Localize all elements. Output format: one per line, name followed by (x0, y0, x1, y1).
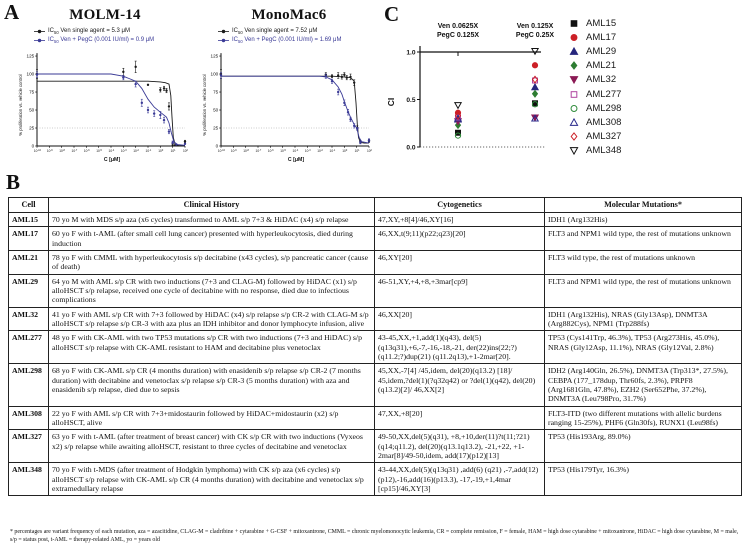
data-point (171, 141, 173, 143)
clinical-history: 64 yo M with AML s/p CR with two inductions (7+3 and CLAG-M) followed by HiDAC (x1) s/p alloHSCT s/p relapse, received one cycle of decitabine with no response, died due to infectious complications (49, 274, 375, 307)
x-tick-label: $10^{-6}$ (267, 148, 274, 154)
triangle-up-marker-icon (570, 119, 577, 125)
data-point (368, 139, 370, 141)
group2-label-line1: Ven 0.125X (516, 23, 554, 30)
data-point (153, 112, 155, 114)
data-point (220, 74, 222, 76)
molecular-mutations: FLT3 and NPM1 wild type, the rest of mutations unknown (545, 274, 742, 307)
triangle-down-marker-icon (570, 77, 577, 83)
y-tick-label: 0 (31, 143, 35, 149)
data-point (353, 81, 355, 83)
clinical-history: 60 yo F with t-AML (after small cell lung cancer) presented with hyperleukocytosis, died during induction (49, 227, 375, 251)
x-tick-label: $10^0$ (158, 148, 164, 154)
legend-marker-icon (568, 103, 580, 114)
cell-id: AML348 (9, 463, 49, 496)
molm14-title: MOLM-14 (69, 7, 141, 23)
legend-marker-icon (568, 145, 580, 156)
clinical-history: 48 yo F with CK-AML with two TP53 mutations s/p CR with two inductions (7+3 and HiDAC) s/p alloHSCT s/p relapse with CK-AML resistant to HAM and decitabine plus venetoclax (49, 331, 375, 364)
y-tick-label: 125 (26, 53, 35, 59)
x-tick-label: $10^0$ (342, 148, 348, 154)
clinical-history: 41 yo F with AML s/p CR with 7+3 followed by HiDAC (x4) s/p relapse s/p CR-2 with CLAG-M s/p alloHSCT s/p relapse s/p CR-3 with aza plus an IDH inhibitor and donor lymphocyte infusion, alive (49, 307, 375, 331)
x-tick-label: $10^{-10}$ (217, 148, 225, 154)
cytogenetics: 49-50,XX,del(5)(q31), +8,+10,der(11)?t(11;?21)(q14;q11.2), del(20)(q13.1q13.2), -21,+22, +1-2mar[8]/49-50,idem, add(17)(p12)[13] (375, 430, 545, 463)
legend-item (34, 27, 194, 36)
legend-item (568, 101, 621, 115)
triangle-up-marker-icon (532, 84, 538, 90)
series-marker-icon (218, 28, 229, 35)
data-point (184, 143, 186, 145)
clinical-history: 70 yo M with MDS s/p aza (x6 cycles) transformed to AML s/p 7+3 & HiDAC (x4) s/p relapse (49, 212, 375, 226)
legend-item (568, 44, 621, 58)
cytogenetics: 47,XY,+8[4]/46,XY[16] (375, 212, 545, 226)
y-tick-label: 0.0 (406, 144, 416, 152)
x-tick-label: $10^{-8}$ (243, 148, 249, 154)
x-tick-label: $10^{-7}$ (71, 148, 78, 154)
clinical-history: 70 yo F with t-MDS (after treatment of Hodgkin lymphoma) with CK s/p aza (x6 cycles) s/p alloHSCT s/p relapse with CK-AML s/p CR (4 months duration) with decitabine and venetoclax s/p extramedullary relapse (49, 463, 375, 496)
x-tick-label: $10^{-5}$ (96, 148, 102, 154)
triangle-down-marker-icon (455, 103, 461, 109)
clinical-history: 68 yo F with CK-AML s/p CR (4 months duration) with enasidenib s/p relapse s/p CR-2 (7 months duration) with decitabine and venetoclax s/p relapse s/p CR-3 (5 months duration) with aza and enasidenib s/p relapse, died due to sepsis (49, 364, 375, 406)
triangle-down-marker-icon (570, 148, 577, 154)
y-tick-label: 125 (210, 53, 219, 59)
patient-table-body (9, 212, 742, 496)
data-point (134, 83, 136, 85)
ci-legend (568, 16, 621, 158)
y-tick-label: 0.5 (406, 96, 416, 104)
data-point (147, 84, 149, 86)
molecular-mutations: IDH1 (Arg132His), NRAS (Gly13Asp), DNMT3A (Arg882Cys), NPM1 (Trp288fs) (545, 307, 742, 331)
legend-marker-icon (568, 74, 580, 85)
patient-table (8, 197, 742, 496)
x-tick-label: $10^{-7}$ (255, 148, 262, 154)
header-cell: Cell (9, 198, 49, 213)
series-marker-icon (34, 37, 45, 44)
legend-item (34, 36, 194, 45)
data-point (163, 87, 165, 89)
y-tick-label: 25 (29, 125, 35, 131)
clinical-history: 63 yo F with t-AML (after treatment of breast cancer) with CK s/p CR with two inductions (Vyxeos x2) s/p relapse while awaiting alloHSCT, resistant to three cycles of decitabine and venetoclax (49, 430, 375, 463)
square-marker-icon (571, 91, 577, 97)
x-tick-label: $10^{-10}$ (33, 148, 41, 154)
y-tick-label: 100 (210, 71, 219, 77)
legend-label: AML17 (586, 31, 617, 43)
data-point (36, 74, 38, 76)
header-clinical-history: Clinical History (49, 198, 375, 213)
cell-id: AML298 (9, 364, 49, 406)
legend-label: $IC_{50}$ Ven single agent = 5.3 μM (48, 27, 131, 36)
x-tick-label: $10^{-4}$ (108, 148, 115, 154)
x-tick-label: $10^{-9}$ (46, 148, 53, 154)
x-tick-label: $10^{-1}$ (145, 148, 152, 154)
legend-label: $IC_{50}$ Ven + PegC (0.001 IU/ml) = 1.69 μM (232, 36, 342, 45)
molecular-mutations: TP53 (Cys141Trp, 46.3%), TP53 (Arg273His, 45.0%), NRAS (Gly12Asp, 11.1%), NRAS (Gly12Val, 2.8%) (545, 331, 742, 364)
clinical-history: 22 yo F with AML s/p CR with 7+3+midostaurin followed by HiDAC+midostaurin (x2) s/p alloHSCT, alive (49, 406, 375, 430)
cytogenetics: 46,XX[20] (375, 307, 545, 331)
x-tick-label: $10^{-3}$ (304, 148, 311, 154)
molm14-chart (16, 6, 194, 163)
legend-label: AML277 (586, 88, 622, 100)
table-row (9, 364, 742, 406)
x-tick-label: $10^{-1}$ (329, 148, 336, 154)
group1-label-line1: Ven 0.0625X (437, 23, 479, 30)
x-tick-label: $10^2$ (366, 148, 372, 154)
fit-curve (37, 74, 185, 145)
legend-label: $IC_{50}$ Ven single agent = 7.52 μM (232, 27, 318, 36)
legend-label: AML327 (586, 131, 622, 143)
x-tick-label: $10^{-4}$ (292, 148, 299, 154)
data-point (349, 76, 351, 78)
panel-b-label: B (6, 170, 21, 194)
monomac6-title: MonoMac6 (251, 7, 327, 23)
cell-id: AML277 (9, 331, 49, 364)
legend-label: AML15 (586, 17, 617, 29)
cell-id: AML29 (9, 274, 49, 307)
data-point (147, 109, 149, 111)
molm14-legend (34, 27, 194, 45)
legend-marker-icon (568, 131, 580, 142)
cytogenetics: 45,XX,-7[4] /45,idem, del(20)(q13.2) [18]/ 45,idem,?del(1)(?q32q42) or ?del(1)(q42), del(20)(q13.2)[2]/ 46,XX[2] (375, 364, 545, 406)
molecular-mutations: TP53 (His193Arg, 89.0%) (545, 430, 742, 463)
clinical-history: 78 yo F with CMML with hyperleukocytosis s/p decitabine (x43 cycles), s/p pancreatic cancer (cause of death) (49, 250, 375, 274)
legend-item (568, 87, 621, 101)
legend-label: AML348 (586, 145, 622, 157)
cytogenetics: 43-45,XX,+1,add(1)(q43), del(5) (q13q31),+6,-7,-16,-18,-21, der(22)ins(22;?) (q11.2;?)dup(21) (q11.2q13),+1-2mar[20]. (375, 331, 545, 364)
legend-label: AML308 (586, 116, 622, 128)
triangle-up-marker-icon (570, 48, 577, 54)
fit-curve (221, 76, 369, 143)
legend-marker-icon (568, 18, 580, 29)
y-tick-label: 1.0 (406, 49, 416, 57)
cytogenetics: 46-51,XY,+4,+8,+3mar[cp9] (375, 274, 545, 307)
molecular-mutations: FLT3 and NPM1 wild type, the rest of mutations unknown (545, 227, 742, 251)
table-row (9, 307, 742, 331)
y-tick-label: 75 (29, 89, 35, 95)
panel-c-label: C (384, 2, 400, 26)
data-point (325, 75, 327, 77)
legend-label: $IC_{50}$ Ven + PegC (0.001 IU/ml) = 0.9 μM (48, 36, 155, 45)
data-point (353, 125, 355, 127)
y-tick-label: 75 (213, 89, 219, 95)
legend-item (218, 36, 378, 45)
table-footnote: * percentages are variant frequency of each mutation, aza = azacitidine, CLAG-M = cladribine + cytarabine + G-CSF + mitoxantrone, CMML = chronic myelomonocytic leukemia, CR = complete remission, F = female, HAM = high dose cytarabine + mitoxantrone, HiDAC = high dose cytarabine, M = male, s/p = status post, t-AML = therapy-related AML, yo = years old (10, 529, 739, 543)
molecular-mutations: FLT3-ITD (two different mutations with allelic burdens ranging 15-25%), PHF6 (Gln30fs), RUNX1 (Leu98fs) (545, 406, 742, 430)
molecular-mutations: FLT3 wild type, the rest of mutations unknown (545, 250, 742, 274)
panel-a-label: A (4, 0, 20, 24)
header-molecular-mutations: Molecular Mutations* (545, 198, 742, 213)
table-row (9, 274, 742, 307)
y-tick-label: 50 (29, 107, 35, 113)
legend-item (218, 27, 378, 36)
diamond-marker-icon (533, 76, 538, 82)
diamond-marker-icon (571, 133, 577, 140)
y-tick-label: 25 (213, 125, 219, 131)
legend-item (568, 115, 621, 129)
table-row (9, 463, 742, 496)
x-tick-label: $10^{-2}$ (133, 148, 139, 154)
legend-item (568, 130, 621, 144)
table-row (9, 406, 742, 430)
data-point (168, 105, 170, 107)
x-axis-label: C [μM] (103, 157, 121, 163)
x-tick-label: $10^{-9}$ (230, 148, 237, 154)
ci-axis-label: CI (386, 97, 396, 107)
data-point (175, 143, 177, 145)
y-tick-label: 50 (213, 107, 219, 113)
y-tick-label: 0 (215, 143, 219, 149)
circle-marker-icon (571, 34, 577, 40)
circle-marker-icon (571, 105, 577, 111)
fit-curve (221, 76, 369, 143)
monomac6-plot (200, 45, 375, 163)
data-point (122, 71, 124, 73)
data-point (184, 140, 186, 142)
legend-label: AML21 (586, 60, 617, 72)
diamond-marker-icon (571, 62, 577, 69)
group2-label-line2: PegC 0.25X (515, 32, 555, 39)
legend-item (568, 144, 621, 158)
data-point (337, 91, 339, 93)
data-point (168, 130, 170, 132)
cytogenetics: 47,XX,+8[20] (375, 406, 545, 430)
legend-label: AML32 (586, 74, 617, 86)
legend-item (568, 59, 621, 73)
molecular-mutations: IDH2 (Arg140Gln, 26.5%), DNMT3A (Trp313*, 27.5%), CEBPA (177_178dup, Thr60fs, 2.3%), PRPF8 (Arg1681Gln, 47.8%), EZH2 (Ser652Phe, 37.2%), DNMT3A (Leu798Pro, 31.7%) (545, 364, 742, 406)
table-header-row (9, 198, 742, 213)
legend-label: AML29 (586, 45, 617, 57)
data-point (331, 80, 333, 82)
data-point (349, 118, 351, 120)
cytogenetics: 46,XX,t(9;11)(p22;q23)[20] (375, 227, 545, 251)
cell-id: AML32 (9, 307, 49, 331)
x-axis-label: C [μM] (287, 157, 305, 163)
diamond-marker-icon (533, 91, 538, 97)
data-point (141, 102, 143, 104)
table-row (9, 212, 742, 226)
legend-marker-icon (568, 89, 580, 100)
legend-item (568, 16, 621, 30)
series-marker-icon (218, 37, 229, 44)
legend-marker-icon (568, 117, 580, 128)
group1-label-line2: PegC 0.125X (436, 32, 480, 39)
data-point (359, 141, 361, 143)
cytogenetics: 46,XY[20] (375, 250, 545, 274)
data-point (159, 89, 161, 91)
x-tick-label: $10^2$ (182, 148, 188, 154)
data-point (134, 66, 136, 68)
table-row (9, 227, 742, 251)
y-axis-label: % proliferation vs. vehicle control (202, 74, 207, 136)
cell-id: AML21 (9, 250, 49, 274)
x-tick-label: $10^{-3}$ (120, 148, 127, 154)
table-row (9, 250, 742, 274)
legend-item (568, 30, 621, 44)
data-point (356, 128, 358, 130)
data-point (343, 102, 345, 104)
y-tick-label: 100 (26, 71, 35, 77)
square-marker-icon (571, 20, 577, 26)
x-tick-label: $10^1$ (170, 148, 176, 154)
molecular-mutations: IDH1 (Arg132His) (545, 212, 742, 226)
data-point (341, 76, 343, 78)
data-point (346, 76, 348, 78)
molecular-mutations: TP53 (His179Tyr, 16.3%) (545, 463, 742, 496)
cell-id: AML308 (9, 406, 49, 430)
x-tick-label: $10^{-5}$ (280, 148, 286, 154)
data-point (159, 114, 161, 116)
ci-plot (384, 16, 566, 178)
data-point (347, 111, 349, 113)
data-point (337, 74, 339, 76)
table-row (9, 331, 742, 364)
monomac6-legend (218, 27, 378, 45)
legend-label: AML298 (586, 102, 622, 114)
series-marker-icon (34, 28, 45, 35)
data-point (331, 75, 333, 77)
y-axis-label: % proliferation vs. vehicle control (18, 74, 23, 136)
legend-item (568, 73, 621, 87)
cell-id: AML15 (9, 212, 49, 226)
legend-marker-icon (568, 60, 580, 71)
data-point (122, 76, 124, 78)
legend-marker-icon (568, 46, 580, 57)
molm14-plot (16, 45, 191, 163)
data-point (163, 119, 165, 121)
cell-id: AML17 (9, 227, 49, 251)
data-point (165, 89, 167, 91)
x-tick-label: $10^{-8}$ (59, 148, 65, 154)
legend-marker-icon (568, 32, 580, 43)
triangle-down-marker-icon (532, 48, 538, 54)
x-tick-label: $10^{-2}$ (317, 148, 323, 154)
table-row (9, 430, 742, 463)
x-tick-label: $10^1$ (354, 148, 360, 154)
monomac6-chart (200, 6, 378, 163)
x-tick-label: $10^{-6}$ (83, 148, 90, 154)
circle-marker-icon (532, 63, 537, 68)
data-point (343, 74, 345, 76)
cytogenetics: 43-44,XX,del(5)(q13q31) ,add(6) (q21) ,-7,add(12) (p12),-16,add(16)(p13.3), -17,-19,+1,4mar [cp15]/46,XY[3] (375, 463, 545, 496)
header-cytogenetics: Cytogenetics (375, 198, 545, 213)
cell-id: AML327 (9, 430, 49, 463)
fit-curve (37, 81, 185, 145)
